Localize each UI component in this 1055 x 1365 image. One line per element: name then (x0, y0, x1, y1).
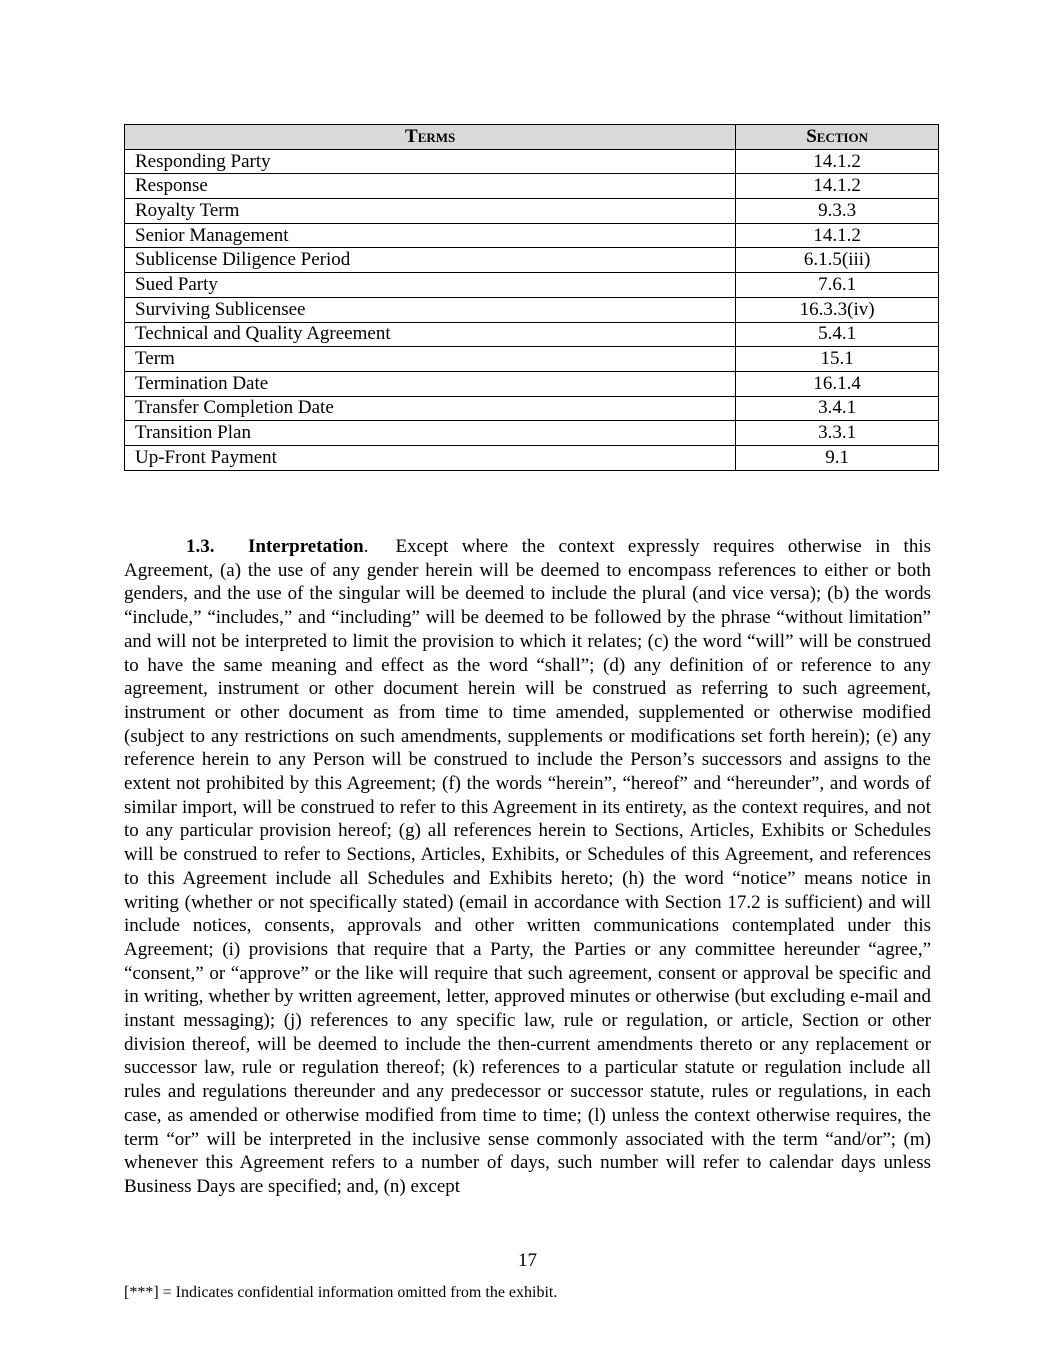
section-body-text: Except where the context expressly requires otherwise in this Agreement, (a) the use of any gender herein will be deemed to encompass references to either or both genders, and the use of the singular will be deemed to include the plural (and vice versa); (b) the words “include,” “includes,” and “including” will be deemed to be followed by the phrase “without limitation” and will not be interpreted to limit the provision to which it relates; (c) the word “will” will be construed to have the same meaning and effect as the word “shall”; (d) any definition of or reference to any agreement, instrument or other document herein will be construed as referring to such agreement, instrument or other document as from time to time amended, supplemented or otherwise modified (subject to any restrictions on such amendments, supplements or modifications set forth herein); (e) any reference herein to any Person will be construed to include the Person’s successors and assigns to the extent not prohibited by this Agreement; (f) the words “herein”, “hereof” and “hereunder”, and words of similar import, will be construed to refer to this Agreement in its entirety, as the context requires, and not to any particular provision hereof; (g) all references herein to Sections, Articles, Exhibits or Schedules will be construed to refer to Sections, Articles, Exhibits, or Schedules of this Agreement, and references to this Agreement include all Schedules and Exhibits hereto; (h) the word “notice” means notice in writing (whether or not specifically stated) (email in accordance with Section 17.2 is sufficient) and will include notices, consents, approvals and other written communications contemplated under this Agreement; (i) provisions that require that a Party, the Parties or any committee hereunder “agree,” “consent,” or “approve” or the like will require that such agreement, consent or approval be specific and in writing, whether by written agreement, letter, approved minutes or otherwise (but excluding e-mail and instant messaging); (j) references to any specific law, rule or regulation, or article, Section or other division thereof, will be deemed to include the then-current amendments thereto or any replacement or successor law, rule or regulation thereof; (k) references to a particular statute or regulation include all rules and regulations thereunder and any predecessor or successor statute, rules or regulations, in each case, as amended or otherwise modified from time to time; (l) unless the context otherwise requires, the term “or” will be interpreted in the inclusive sense commonly associated with the term “and/or”; (m) whenever this Agreement refers to a number of days, such number will refer to calendar days unless Business Days are specified; and, (n) except (124, 536, 931, 1197)
section-heading-punct: . (363, 536, 369, 557)
term-cell: Sublicense Diligence Period (125, 248, 736, 273)
term-cell: Technical and Quality Agreement (125, 322, 736, 347)
section-cell: 6.1.5(iii) (736, 248, 939, 273)
section-cell: 9.3.3 (736, 199, 939, 224)
table-row (125, 371, 939, 396)
page-number: 17 (518, 1250, 537, 1271)
term-cell: Responding Party (125, 149, 736, 174)
table-body (125, 149, 939, 470)
section-cell: 14.1.2 (736, 149, 939, 174)
table-row (125, 149, 939, 174)
section-cell: 16.3.3(iv) (736, 297, 939, 322)
table-row (125, 223, 939, 248)
table-row (125, 396, 939, 421)
table-row (125, 174, 939, 199)
interpretation-paragraph (124, 535, 931, 1199)
table-header-row (125, 125, 939, 150)
table-row (125, 347, 939, 372)
table-row (125, 322, 939, 347)
term-cell: Response (125, 174, 736, 199)
section-cell: 5.4.1 (736, 322, 939, 347)
table-row (125, 248, 939, 273)
section-cell: 7.6.1 (736, 273, 939, 298)
section-cell: 15.1 (736, 347, 939, 372)
terms-column-header: Terms (125, 125, 736, 150)
confidentiality-footnote: [***] = Indicates confidential information omitted from the exhibit. (124, 1284, 558, 1301)
section-cell: 9.1 (736, 445, 939, 470)
table-row (125, 273, 939, 298)
section-cell: 14.1.2 (736, 174, 939, 199)
table-row (125, 199, 939, 224)
term-cell: Termination Date (125, 371, 736, 396)
term-cell: Surviving Sublicensee (125, 297, 736, 322)
term-cell: Transfer Completion Date (125, 396, 736, 421)
section-number: 1.3. (186, 536, 215, 557)
table-row (125, 445, 939, 470)
table-row (125, 297, 939, 322)
term-cell: Senior Management (125, 223, 736, 248)
table-row (125, 421, 939, 446)
term-cell: Royalty Term (125, 199, 736, 224)
section-cell: 16.1.4 (736, 371, 939, 396)
section-heading: Interpretation (248, 536, 364, 557)
section-column-header: Section (736, 125, 939, 150)
section-cell: 3.4.1 (736, 396, 939, 421)
defined-terms-table (124, 124, 939, 471)
term-cell: Transition Plan (125, 421, 736, 446)
term-cell: Sued Party (125, 273, 736, 298)
section-cell: 14.1.2 (736, 223, 939, 248)
section-cell: 3.3.1 (736, 421, 939, 446)
term-cell: Term (125, 347, 736, 372)
term-cell: Up-Front Payment (125, 445, 736, 470)
